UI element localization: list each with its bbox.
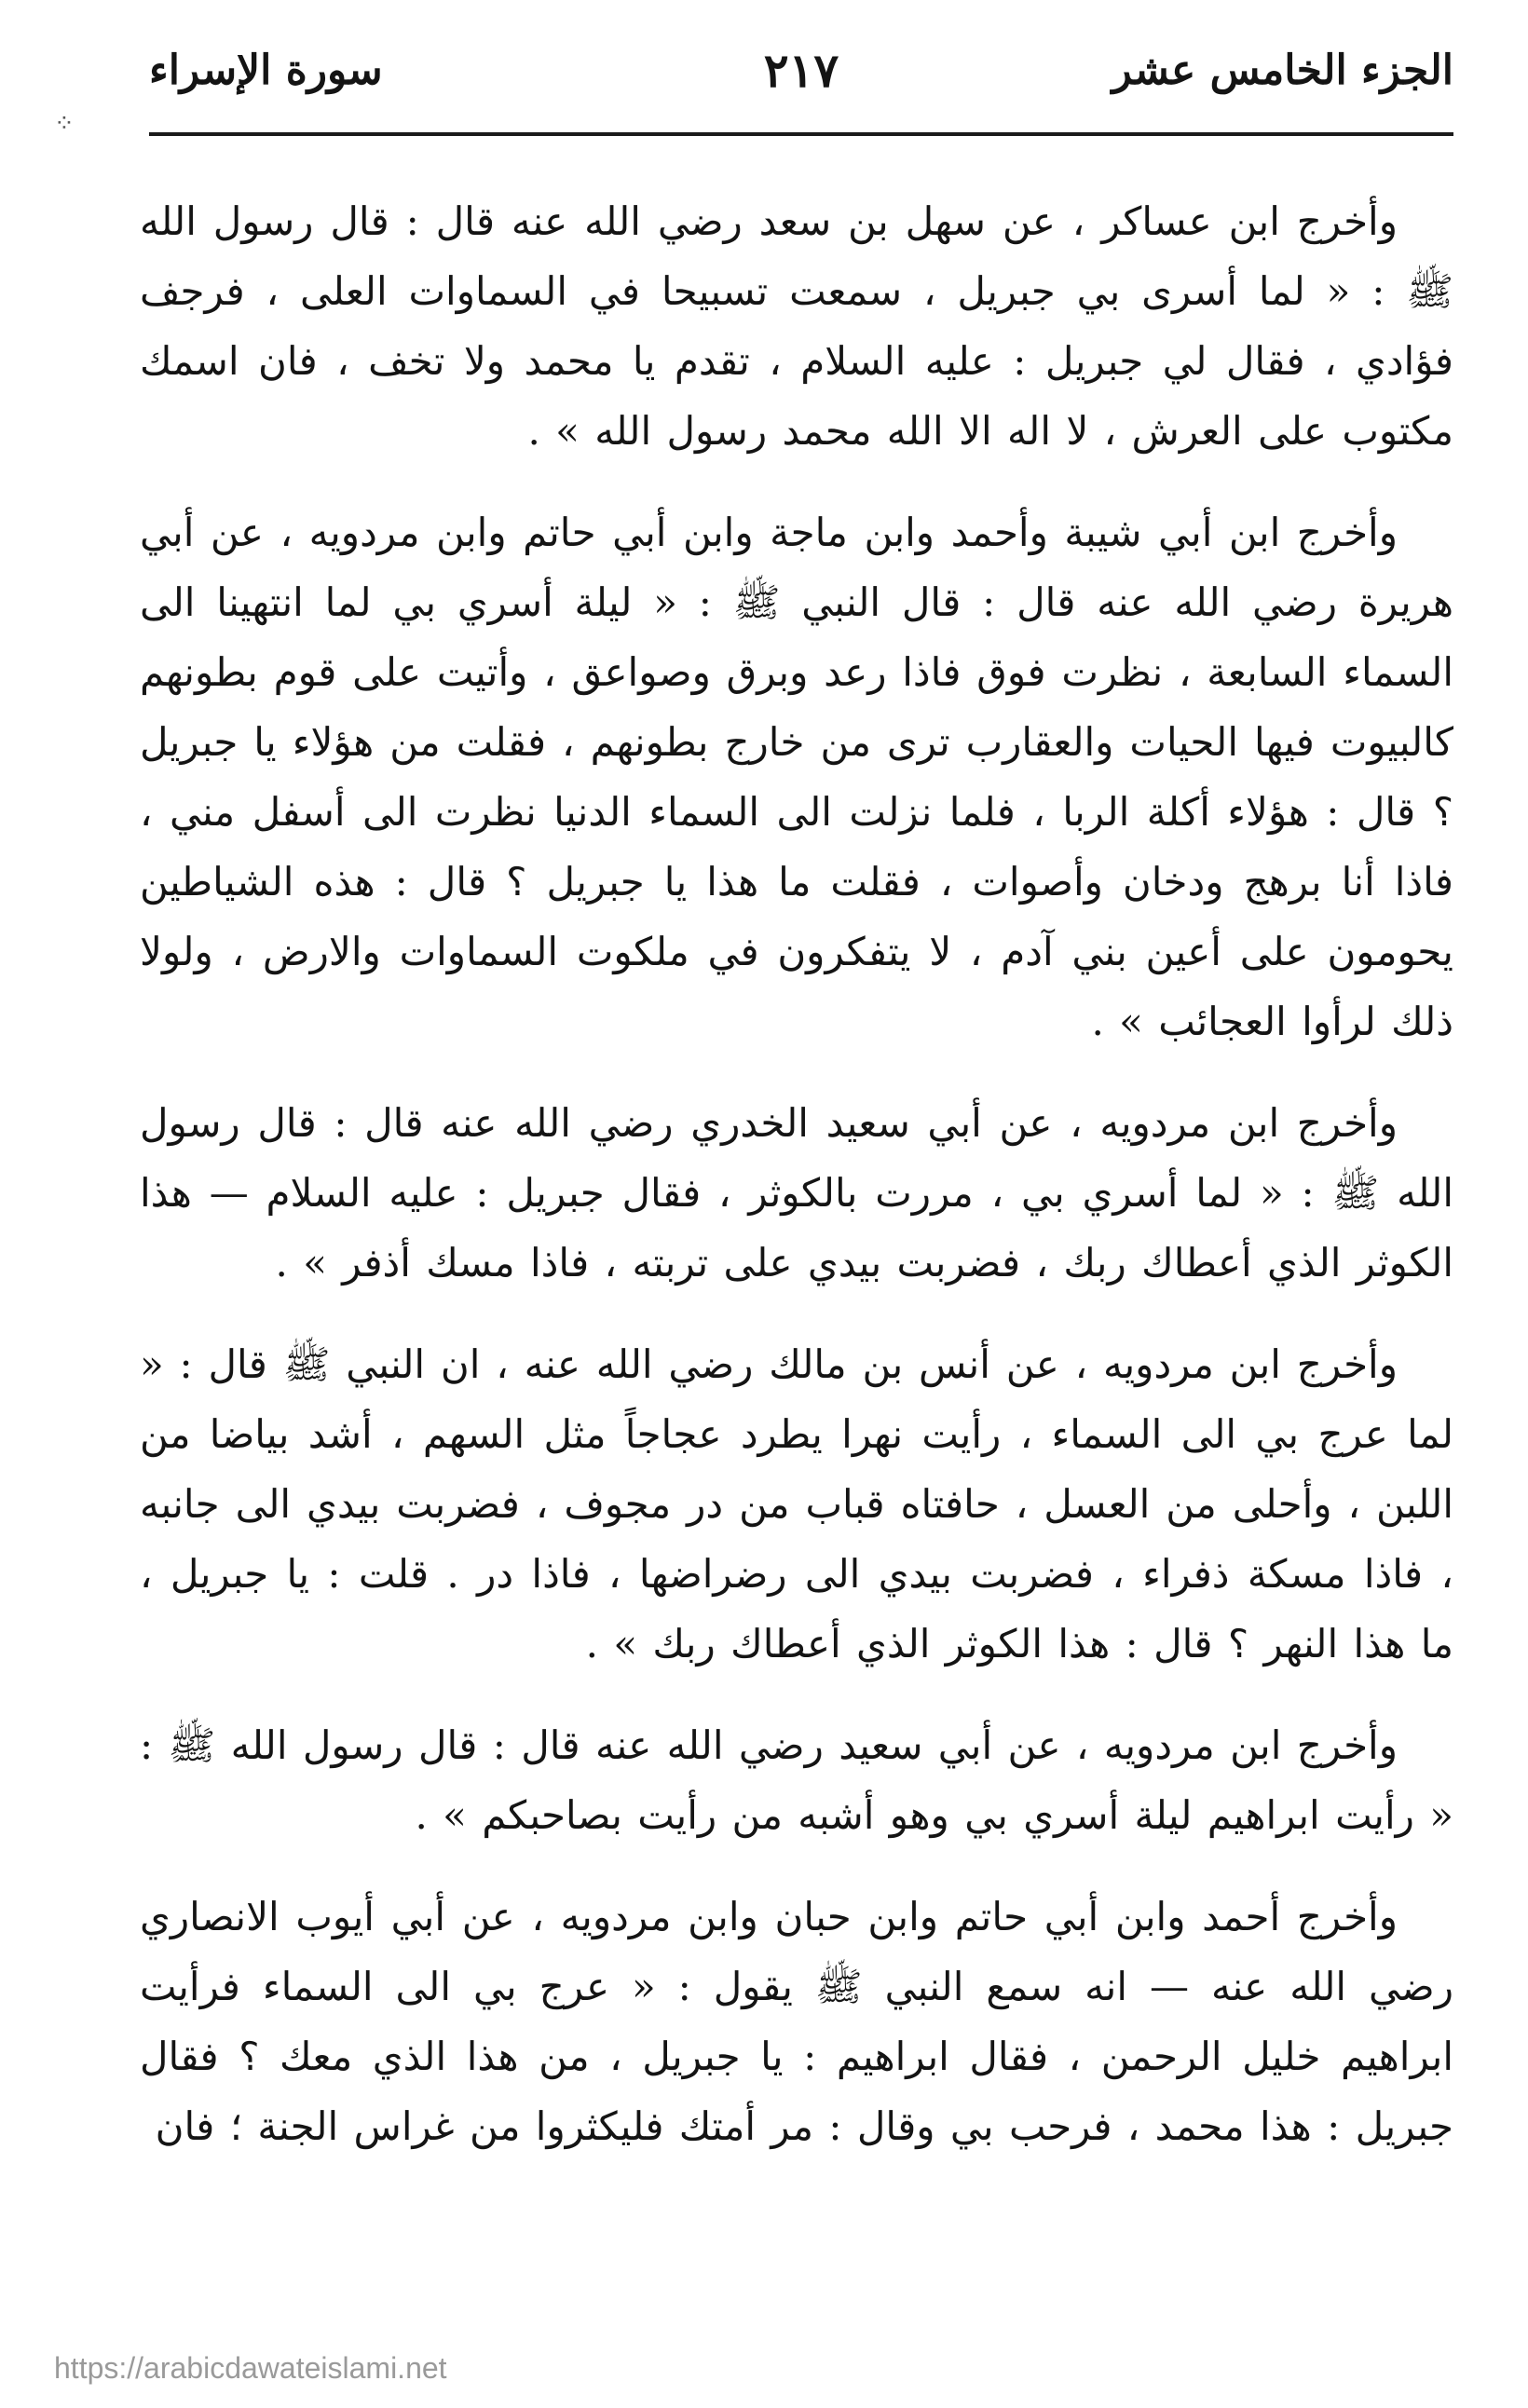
- source-watermark: https://arabicdawateislami.net: [54, 2351, 447, 2385]
- paragraph: وأخرج أحمد وابن أبي حاتم وابن حبان وابن مردويه ، عن أبي أيوب الانصاري رضي الله عنه — انه سمع النبي ﷺ يقول : « عرج بي الى السماء فرأيت ابراهيم خليل الرحمن ، فقال ابراهيم : يا جبريل ، من هذا الذي معك ؟ فقال جبريل : هذا محمد ، فرحب بي وقال : مر أمتك فليكثروا من غراس الجنة ؛ فان: [140, 1894, 1454, 2149]
- paragraph: وأخرج ابن أبي شيبة وأحمد وابن ماجة وابن أبي حاتم وابن مردويه ، عن أبي هريرة رضي الله عنه قال : قال النبي ﷺ : « ليلة أسري بي لما انتهينا الى السماء السابعة ، نظرت فوق فاذا رعد وبرق وصواعق ، وأتيت على قوم بطونهم كالبيوت فيها الحيات والعقارب ترى من خارج بطونهم ، فقلت من هؤلاء يا جبريل ؟ قال : هؤلاء أكلة الربا ، فلما نزلت الى السماء الدنيا نظرت الى أسفل مني ، فاذا أنا برهج ودخان وأصوات ، فقلت ما هذا يا جبريل ؟ قال : هذه الشياطين يحومون على أعين بني آدم ، لا يتفكرون في ملكوت السماوات والارض ، ولولا ذلك لرأوا العجائب » .: [140, 510, 1453, 1044]
- paragraph: وأخرج ابن عساكر ، عن سهل بن سعد رضي الله عنه قال : قال رسول الله ﷺ : « لما أسرى بي جبريل ، سمعت تسبيحا في السماوات العلى ، فرجف فؤادي ، فقال لي جبريل : عليه السلام ، تقدم يا محمد ولا تخف ، فان اسمك مكتوب على العرش ، لا اله الا الله محمد رسول الله » .: [140, 198, 1453, 454]
- part-title: الجزء الخامس عشر: [1112, 47, 1453, 94]
- paragraph: وأخرج ابن مردويه ، عن أبي سعيد الخدري رضي الله عنه قال : قال رسول الله ﷺ : « لما أسري بي ، مررت بالكوثر ، فقال جبريل : عليه السلام — هذا الكوثر الذي أعطاك ربك ، فضربت بيدي على تربته ، فاذا مسك أذفر » .: [140, 1100, 1453, 1286]
- margin-mark: ⁘: [54, 110, 75, 138]
- body-text: [140, 186, 1453, 2193]
- paragraph: وأخرج ابن مردويه ، عن أبي سعيد رضي الله عنه قال : قال رسول الله ﷺ : « رأيت ابراهيم ليلة أسري بي وهو أشبه من رأيت بصاحبكم » .: [140, 1722, 1453, 1838]
- running-header: [149, 37, 1453, 112]
- header-divider: [149, 132, 1453, 136]
- paragraph: وأخرج ابن مردويه ، عن أنس بن مالك رضي الله عنه ، ان النبي ﷺ قال : « لما عرج بي الى السماء ، رأيت نهرا يطرد عجاجاً مثل السهم ، أشد بياضا من اللبن ، وأحلى من العسل ، حافتاه قباب من در مجوف ، فضربت بيدي الى جانبه ، فاذا مسكة ذفراء ، فضربت بيدي الى رضراضها ، فاذا در . قلت : يا جبريل ، ما هذا النهر ؟ قال : هذا الكوثر الذي أعطاك ربك » .: [140, 1341, 1453, 1667]
- surah-title: سورة الإسراء: [149, 47, 383, 94]
- page-number: ٢١٧: [763, 43, 839, 98]
